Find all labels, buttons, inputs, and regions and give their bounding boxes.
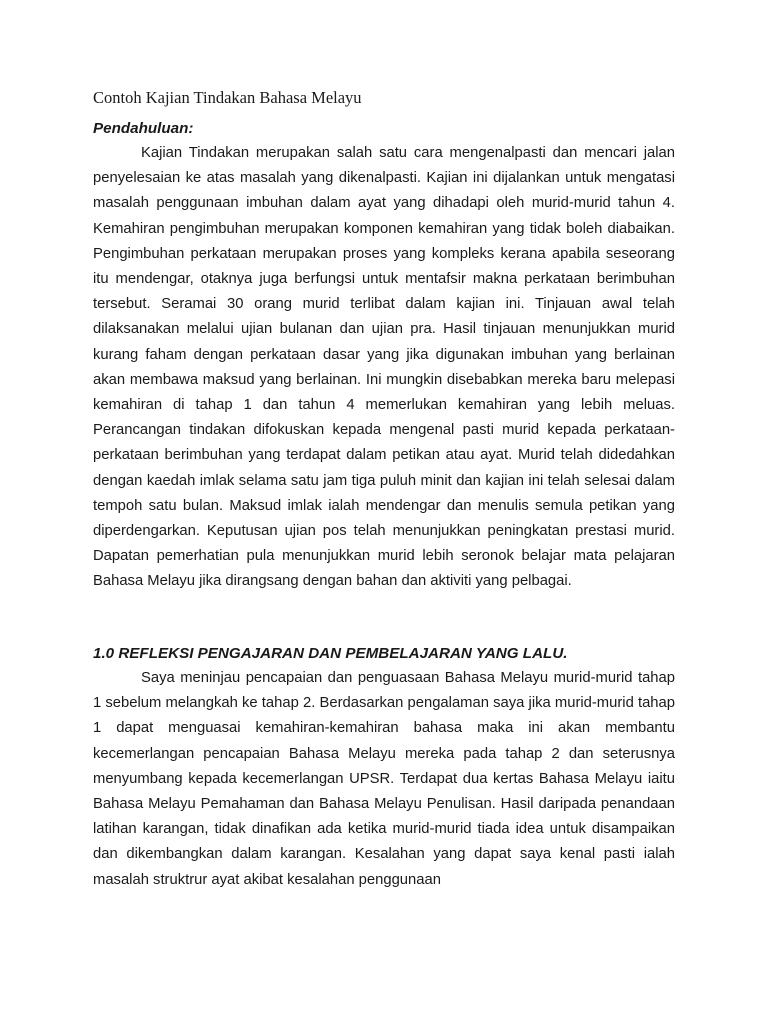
section-paragraph: Saya meninjau pencapaian dan penguasaan Bahasa Melayu murid-murid tahap 1 sebelum melangkah ke tahap 2. Berdasarkan pengalaman saya jika murid-murid tahap 1 dapat menguasai kemahiran-kemahiran bahasa maka ini akan membantu kecemerlangan pencapaian Bahasa Melayu mereka pada tahap 2 dan seterusnya menyumbang kepada kecemerlangan UPSR. Terdapat dua kertas Bahasa Melayu iaitu Bahasa Melayu Pemahaman dan Bahasa Melayu Penulisan. Hasil daripada penandaan latihan karangan, tidak dinafikan ada ketika murid-murid tiada idea untuk disampaikan dan dikembangkan dalam karangan. Kesalahan yang dapat saya kenal pasti ialah masalah struktrur ayat akibat kesalahan penggunaan <box>93 670 675 888</box>
document-title: Contoh Kajian Tindakan Bahasa Melayu <box>93 88 362 107</box>
section-paragraph: Kajian Tindakan merupakan salah satu cara mengenalpasti dan mencari jalan penyelesaian ke atas masalah yang dikenalpasti. Kajian ini dijalankan untuk mengatasi masalah penggunaan imbuhan dalam ayat yang dihadapi oleh murid-murid tahun 4. Kemahiran pengimbuhan merupakan komponen kemahiran yang tidak boleh diabaikan. Pengimbuhan perkataan merupakan proses yang kompleks kerana apabila seseorang itu mendengar, otaknya juga berfungsi untuk mentafsir makna perkataan berimbuhan tersebut. Seramai 30 orang murid terlibat dalam kajian ini. Tinjauan awal telah dilaksanakan melalui ujian bulanan dan ujian pra. Hasil tinjauan menunjukkan murid kurang faham dengan perkataan dasar yang jika digunakan imbuhan yang berlainan akan membawa maksud yang berlainan. Ini mungkin disebabkan mereka baru melepasi kemahiran di tahap 1 dan tahun 4 memerlukan kemahiran yang lebih meluas. Perancangan tindakan difokuskan kepada mengenal pasti murid kepada perkataan-perkataan berimbuhan yang terdapat dalam petikan atau ayat. Murid telah didedahkan dengan kaedah imlak selama satu jam tiga puluh minit dan kajian ini telah selesai dalam tempoh satu bulan. Maksud imlak ialah mendengar dan menulis semula petikan yang diperdengarkan. Keputusan ujian pos telah menunjukkan peningkatan prestasi murid. Dapatan pemerhatian pula menunjukkan murid lebih seronok belajar mata pelajaran Bahasa Melayu jika dirangsang dengan bahan dan aktiviti yang pelbagai. <box>93 145 675 590</box>
section-refleksi <box>93 644 675 893</box>
section-heading: 1.0 REFLEKSI PENGAJARAN DAN PEMBELAJARAN YANG LALU. <box>93 645 568 662</box>
section-heading: Pendahuluan: <box>93 120 194 137</box>
section-pendahuluan <box>93 119 675 595</box>
